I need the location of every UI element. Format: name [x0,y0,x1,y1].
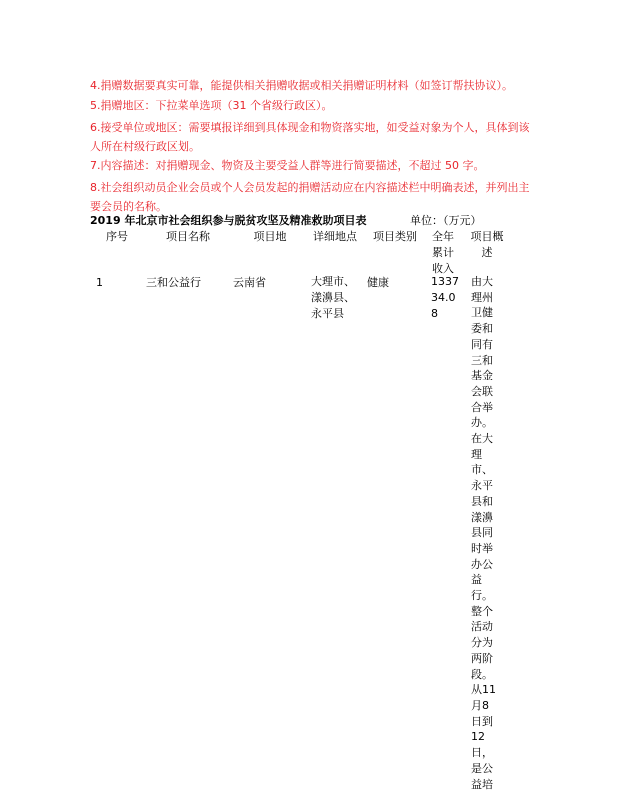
instruction-note-7: 7.内容描述：对捐赠现金、物资及主要受益人群等进行简要描述，不超过 50 字。 [90,159,485,172]
instruction-note-6: 6.接受单位或地区：需要填报详细到具体现金和物资落实地，如受益对象为个人，具体到该人所在村级行政区划。 [90,121,530,153]
cell-seq: 1 [96,276,103,289]
instruction-note-8: 8.社会组织动员企业会员或个人会员发起的捐赠活动应在内容描述栏中明确表述，并列出主要会员的名称。 [90,181,530,213]
header-project-name: 项目名称 [166,230,210,243]
cell-project-category: 健康 [367,276,389,289]
cell-project-summary: 由大理州卫健委和同有三和基金会联合举办。在大理市、永平县和漾濞县同时举办公益行。整个活动分为两阶段。从11月8日到12日，是公益培 [471,275,496,791]
table-title: 2019 年北京市社会组织参与脱贫攻坚及精准救助项目表 [90,214,367,227]
header-project-category: 项目类别 [373,230,417,243]
cell-project-name: 三和公益行 [146,276,201,289]
cell-detail-location: 大理市、漾濞县、永平县 [311,275,355,320]
instruction-note-5: 5.捐赠地区：下拉菜单选项（31 个省级行政区）。 [90,99,333,112]
header-project-summary: 项目概述 [470,230,504,259]
header-detail-location: 详细地点 [313,230,357,243]
cell-project-location: 云南省 [233,276,266,289]
instruction-note-4: 4.捐赠数据要真实可靠，能提供相关捐赠收据或相关捐赠证明材料（如签订帮扶协议）。 [90,79,513,92]
header-project-location: 项目地 [253,230,287,243]
cell-annual-income: 133734.08 [431,275,459,320]
header-annual-income: 全年累计收入 [432,230,454,275]
header-seq: 序号 [106,230,128,243]
table-unit: 单位：（万元） [410,214,482,227]
